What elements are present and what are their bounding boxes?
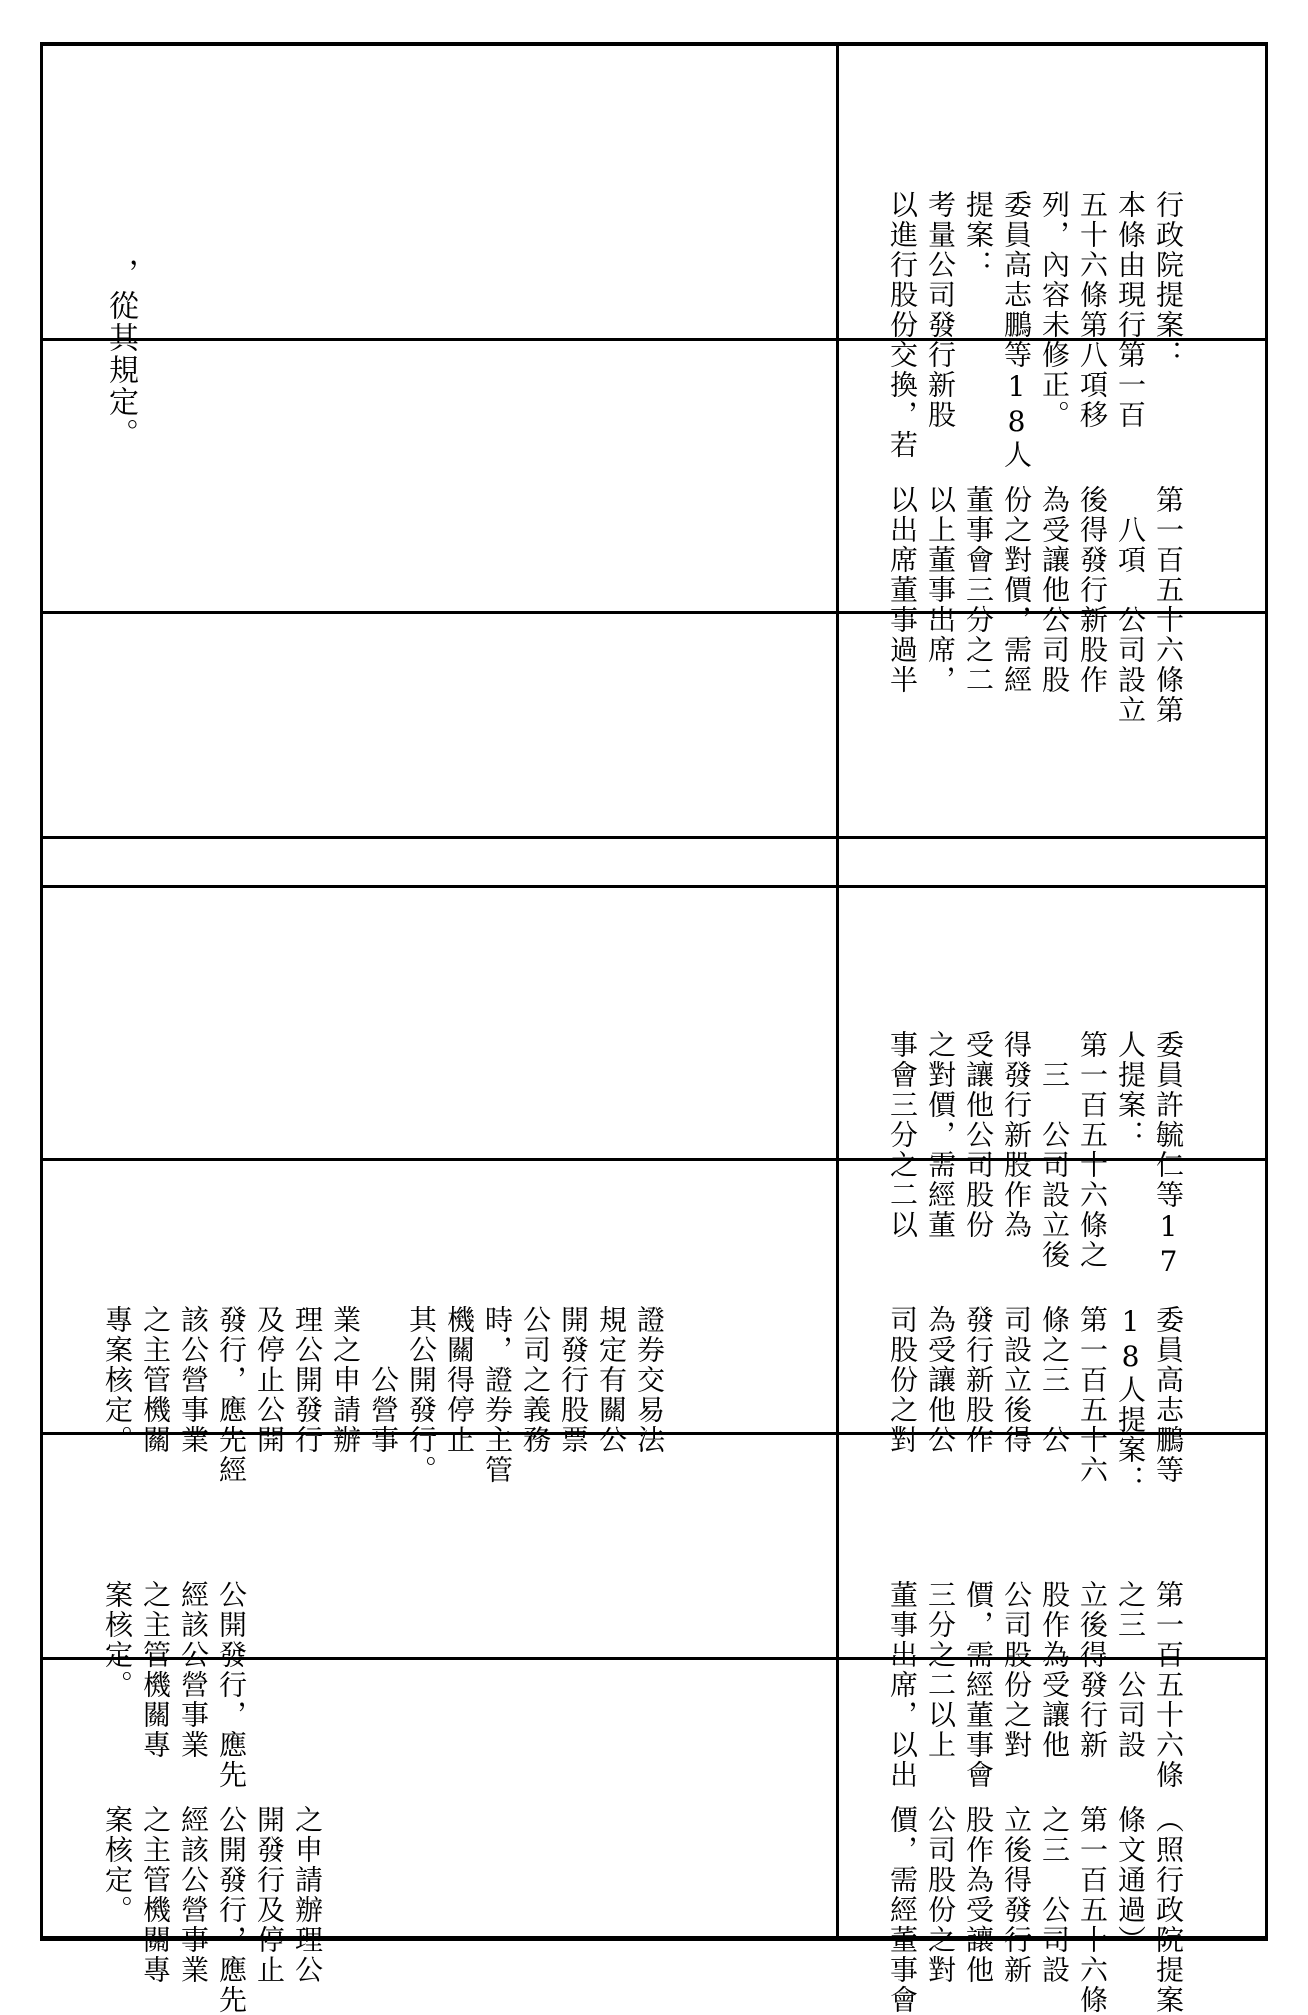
line: 條文通過）	[1114, 1805, 1147, 1955]
line: 第一百五十六條	[1076, 1805, 1109, 2015]
line: 機關得停止	[443, 1305, 476, 1455]
top-cell-1-text: ，從其規定。	[103, 258, 138, 450]
section-divider	[836, 44, 839, 1939]
bottom-cell-2	[845, 345, 1225, 725]
col-divider-3	[40, 885, 1268, 888]
line: 八項 公司設立	[1114, 485, 1147, 725]
table-right-border	[1265, 44, 1268, 1939]
line: 三分之二以上	[924, 1580, 957, 1760]
line: 以出席董事過半	[886, 485, 919, 695]
line: 價，需經董事會	[962, 1580, 995, 1790]
line: 條之三 公	[1038, 1305, 1071, 1455]
line: 份之對價，需經	[1000, 485, 1033, 695]
table-left-border	[40, 44, 43, 1939]
line: 司股份之對	[886, 1305, 919, 1455]
line: 案核定。	[101, 1805, 134, 1925]
line: 之主管機關專	[139, 1805, 172, 1985]
line: 開發行股票	[557, 1305, 590, 1455]
table-top-border	[40, 42, 1268, 46]
line: 公司股份之對	[1000, 1580, 1033, 1760]
line: 經該公營事業	[177, 1580, 210, 1760]
line: 之主管機關	[139, 1305, 172, 1455]
top-cell-3	[60, 1165, 706, 1485]
line: 公營事	[367, 1305, 400, 1455]
line: 及停止公開	[253, 1305, 286, 1455]
line: 受讓他公司股份	[962, 1030, 995, 1240]
line: 提案：	[962, 190, 995, 280]
line: 價，需經董事會	[886, 1805, 919, 2015]
line: 其公開發行。	[405, 1305, 438, 1485]
line: 發行新股作	[962, 1305, 995, 1455]
line: 董事出席，以出	[886, 1580, 919, 1790]
bottom-cell-5	[845, 1165, 1225, 1495]
line: 之申請辦理公	[291, 1805, 324, 1985]
line: 以上董事出席，	[924, 485, 957, 695]
line: 業之申請辦	[329, 1305, 362, 1455]
line: 事會三分之二以	[886, 1030, 919, 1240]
line: 之三 公司設	[1114, 1580, 1147, 1760]
line: 之三 公司設	[1038, 1805, 1071, 1985]
line: 委員高志鵬等	[1152, 1305, 1185, 1485]
bottom-cell-6	[845, 1440, 1225, 1790]
bottom-cell-4	[845, 890, 1225, 1280]
line: 時，證券主管	[481, 1305, 514, 1485]
line: 第一百五十六條之	[1076, 1030, 1109, 1270]
line: 得發行新股作為	[1000, 1030, 1033, 1240]
top-cell-5	[60, 1665, 364, 2015]
top-cell-1	[60, 110, 180, 450]
line: 以進行股份交換，若	[886, 190, 919, 460]
line: 列，內容未修正。	[1038, 190, 1071, 430]
line: 公開發行，應先	[215, 1580, 248, 1790]
line: 之主管機關專	[139, 1580, 172, 1760]
line: 三 公司設立後	[1038, 1030, 1071, 1270]
line: 五十六條第八項移	[1076, 190, 1109, 430]
line: 司設立後得	[1000, 1305, 1033, 1455]
line: 董事會三分之二	[962, 485, 995, 695]
line: 專案核定。	[101, 1305, 134, 1455]
line: 為受讓他公司股	[1038, 485, 1071, 695]
line: 第一百五十六條第	[1152, 485, 1185, 725]
line: 第一百五十六	[1076, 1305, 1109, 1485]
table-row-divider	[40, 836, 1268, 839]
line: 行政院提案：	[1152, 190, 1185, 370]
line: 18人提案：	[1114, 1305, 1147, 1495]
line: 之對價，需經董	[924, 1030, 957, 1240]
line: 規定有關公	[595, 1305, 628, 1455]
line: 考量公司發行新股	[924, 190, 957, 430]
line: 第一百五十六條	[1152, 1580, 1185, 1790]
line: 委員許毓仁等17	[1152, 1030, 1185, 1280]
line: 股作為受讓他	[962, 1805, 995, 1985]
bottom-cell-7	[845, 1665, 1225, 2015]
line: 股作為受讓他	[1038, 1580, 1071, 1760]
line: 經該公營事業	[177, 1805, 210, 1985]
line: 立後得發行新	[1000, 1805, 1033, 1985]
line: 人提案：	[1114, 1030, 1147, 1150]
line: 立後得發行新	[1076, 1580, 1109, 1760]
bottom-cell-1	[845, 50, 1225, 470]
line: 發行，應先經	[215, 1305, 248, 1485]
line: 證券交易法	[633, 1305, 666, 1455]
line: 後得發行新股作	[1076, 485, 1109, 695]
line: 委員高志鵬等18人	[1000, 190, 1033, 470]
line: 公開發行，應先	[215, 1805, 248, 2015]
line: （照行政院提案	[1152, 1805, 1185, 2015]
line: 公司之義務	[519, 1305, 552, 1455]
line: 理公開發行	[291, 1305, 324, 1455]
top-cell-4	[60, 1440, 288, 1790]
line: 開發行及停止	[253, 1805, 286, 1985]
line: 本條由現行第一百	[1114, 190, 1147, 430]
line: 案核定。	[101, 1580, 134, 1700]
line: 為受讓他公	[924, 1305, 957, 1455]
line: 公司股份之對	[924, 1805, 957, 1985]
line: 該公營事業	[177, 1305, 210, 1455]
